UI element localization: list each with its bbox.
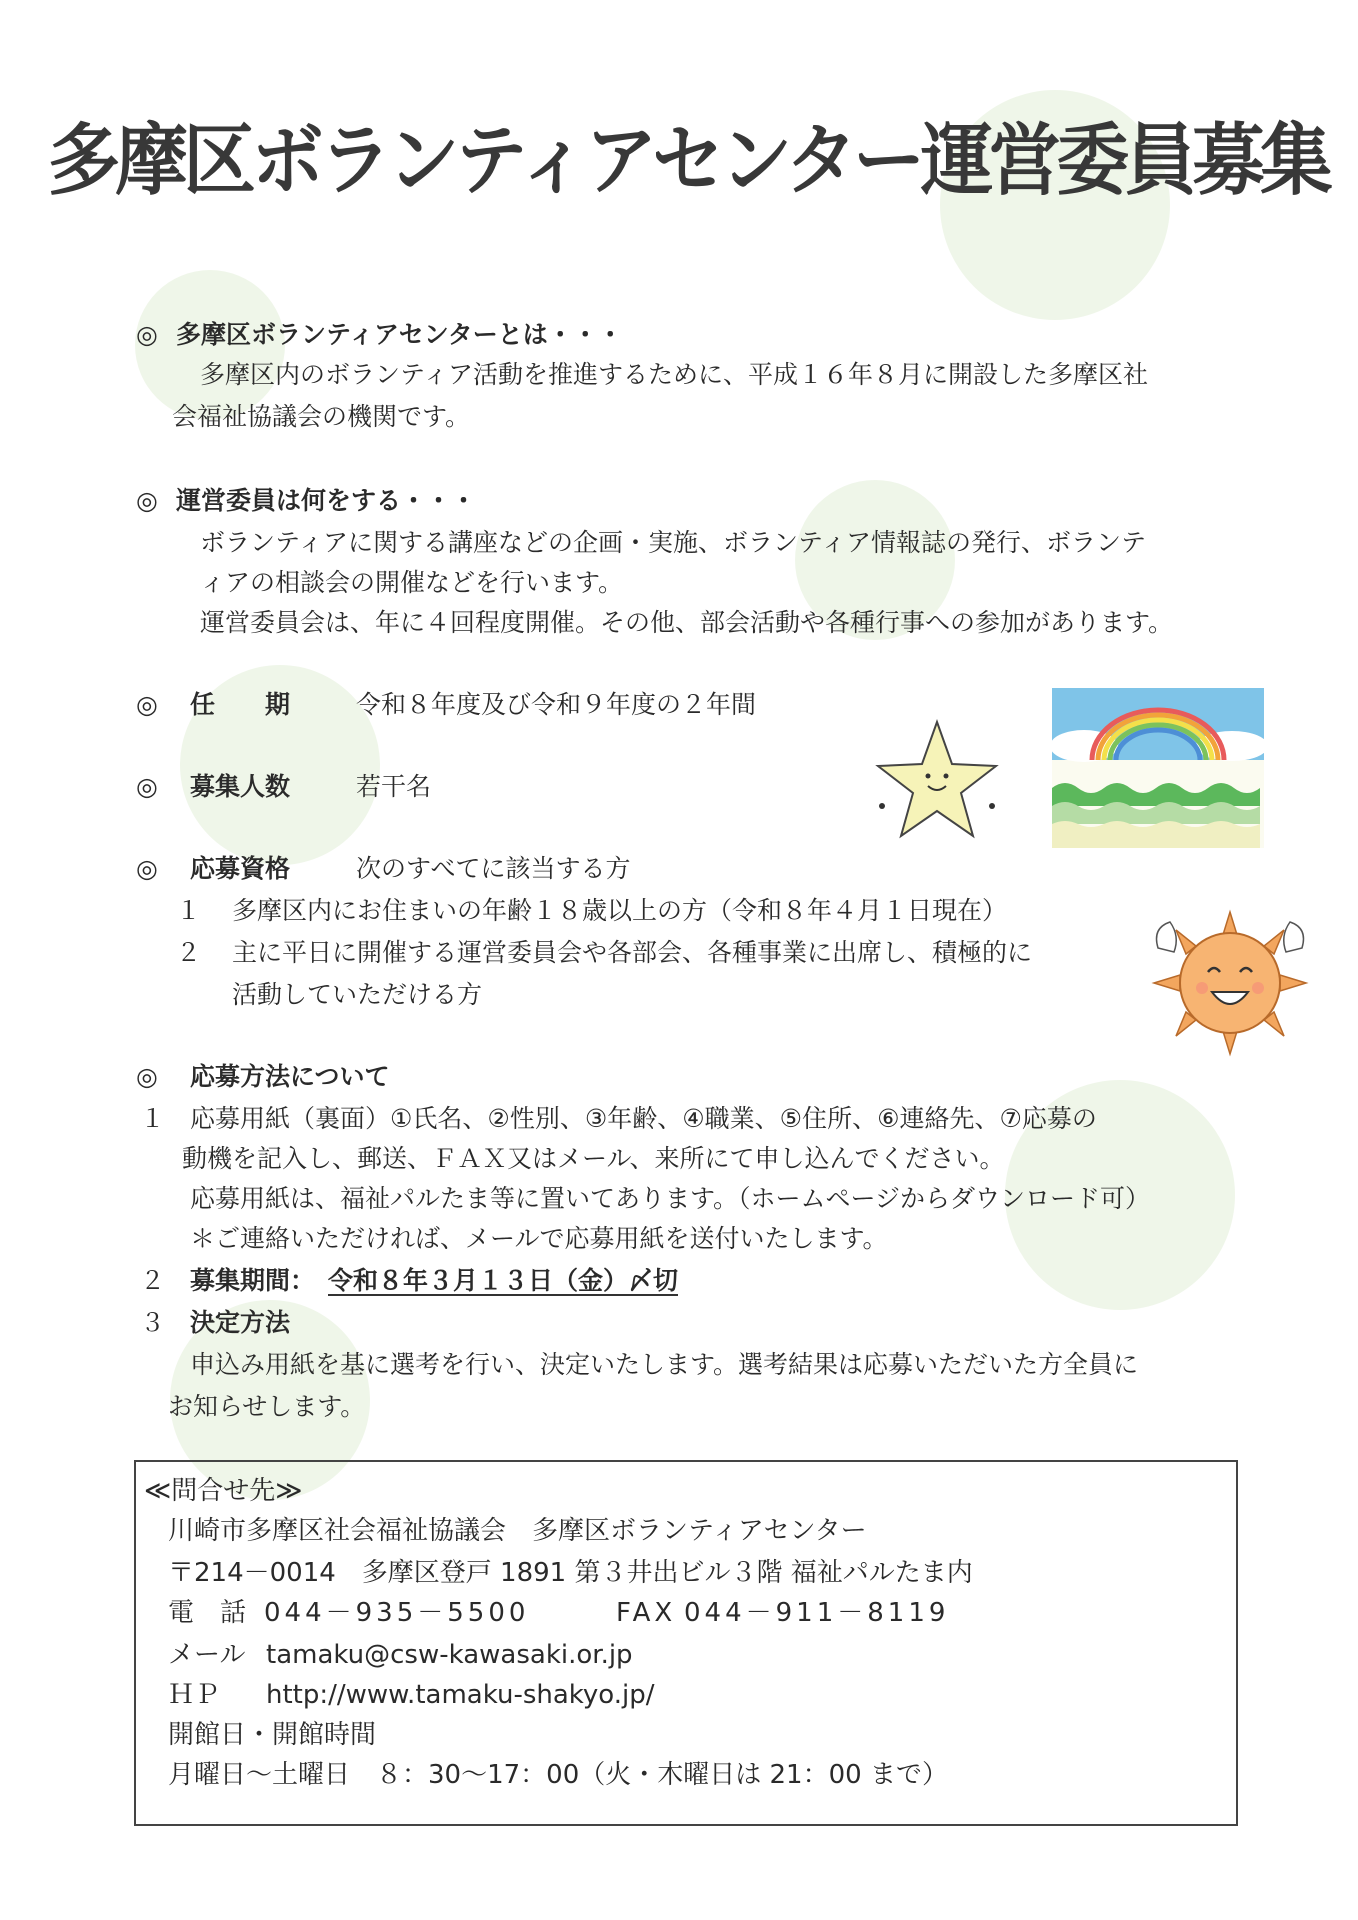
- decision-label: 決定方法: [190, 1308, 291, 1337]
- term-value: 令和８年度及び令和９年度の２年間: [356, 690, 757, 719]
- contact-phone: 044－935－5500: [264, 1598, 530, 1628]
- method-heading: 応募方法について: [190, 1062, 390, 1091]
- about-text-line1: 多摩区内のボランティア活動を推進するために、平成１６年８月に開設した多摩区社: [200, 360, 1149, 389]
- contact-hours-heading: 開館日・開館時間: [168, 1720, 377, 1750]
- contact-fax: 044－911－8119: [684, 1598, 950, 1628]
- eligibility-item1-number: １: [176, 896, 202, 925]
- role-mark: ◎: [136, 486, 158, 515]
- contact-org: 川崎市多摩区社会福祉協議会 多摩区ボランティアセンター: [168, 1516, 867, 1546]
- role-text-line1: ボランティアに関する講座などの企画・実施、ボランティア情報誌の発行、ボランテ: [200, 528, 1147, 557]
- contact-address: 〒214－0014 多摩区登戸 1891 第３井出ビル３階 福祉パルたま内: [168, 1558, 973, 1588]
- eligibility-item2-line2: 活動していただける方: [232, 980, 483, 1009]
- eligibility-item2-number: ２: [176, 938, 202, 967]
- role-heading: 運営委員は何をする・・・: [176, 486, 477, 515]
- method-line3: 応募用紙は、福祉パルたま等に置いてあります。（ホームページからダウンロード可）: [190, 1184, 1151, 1213]
- count-value: 若干名: [356, 772, 432, 801]
- method-line4: ＊ご連絡いただければ、メールで応募用紙を送付いたします。: [190, 1224, 888, 1253]
- method-line1: 応募用紙（裏面）①氏名、②性別、③年齢、④職業、⑤住所、⑥連絡先、⑦応募の: [190, 1104, 1097, 1133]
- period-value: 令和８年３月１３日（金）〆切: [328, 1266, 679, 1295]
- about-heading: 多摩区ボランティアセンターとは・・・: [176, 320, 623, 349]
- eligibility-item1: 多摩区内にお住まいの年齢１８歳以上の方（令和８年４月１日現在）: [232, 896, 1008, 925]
- sun-character-icon: [1150, 908, 1310, 1058]
- contact-heading: ≪問合せ先≫: [144, 1476, 303, 1506]
- contact-hp-label: ＨＰ: [168, 1680, 221, 1710]
- contact-hours: 月曜日～土曜日 ８：30～17：00（火・木曜日は 21：00 まで）: [168, 1760, 948, 1790]
- contact-hp-link[interactable]: http://www.tamaku-shakyo.jp/: [266, 1680, 655, 1710]
- method-line2: 動機を記入し、郵送、ＦＡＸ又はメール、来所にて申し込んでください。: [182, 1144, 1005, 1173]
- eligibility-label: 応募資格: [190, 854, 291, 883]
- contact-fax-label: FAX: [616, 1598, 677, 1628]
- contact-box: [134, 1460, 1238, 1826]
- decision-line2: お知らせします。: [168, 1392, 366, 1421]
- role-text-line3: 運営委員会は、年に４回程度開催。その他、部会活動や各種行事への参加があります。: [200, 608, 1174, 637]
- eligibility-item2-line1: 主に平日に開催する運営委員会や各部会、各種事業に出席し、積極的に: [232, 938, 1033, 967]
- count-label: 募集人数: [190, 772, 291, 801]
- contact-mail-label: メール: [168, 1640, 246, 1670]
- contact-phone-label: 電 話: [168, 1598, 247, 1628]
- role-text-line2: ィアの相談会の開催などを行います。: [200, 568, 624, 597]
- term-mark: ◎: [136, 690, 158, 719]
- rainbow-landscape-icon: [1052, 688, 1264, 848]
- term-label: 任 期: [190, 690, 291, 719]
- method-number-1: １: [140, 1104, 166, 1133]
- star-character-icon: [872, 716, 1002, 846]
- eligibility-mark: ◎: [136, 854, 158, 883]
- about-text-line2: 会福祉協議会の機関です。: [172, 402, 471, 431]
- method-mark: ◎: [136, 1062, 158, 1091]
- decision-line1: 申込み用紙を基に選考を行い、決定いたします。選考結果は応募いただいた方全員に: [190, 1350, 1139, 1379]
- about-mark: ◎: [136, 320, 158, 349]
- eligibility-value: 次のすべてに該当する方: [356, 854, 631, 883]
- contact-mail[interactable]: tamaku@csw-kawasaki.or.jp: [266, 1640, 633, 1670]
- page-title: 多摩区ボランティアセンター運営委員募集: [47, 116, 1329, 206]
- method-number-2: ２: [140, 1266, 166, 1295]
- method-number-3: ３: [140, 1308, 166, 1337]
- count-mark: ◎: [136, 772, 158, 801]
- period-label: 募集期間：: [190, 1266, 316, 1295]
